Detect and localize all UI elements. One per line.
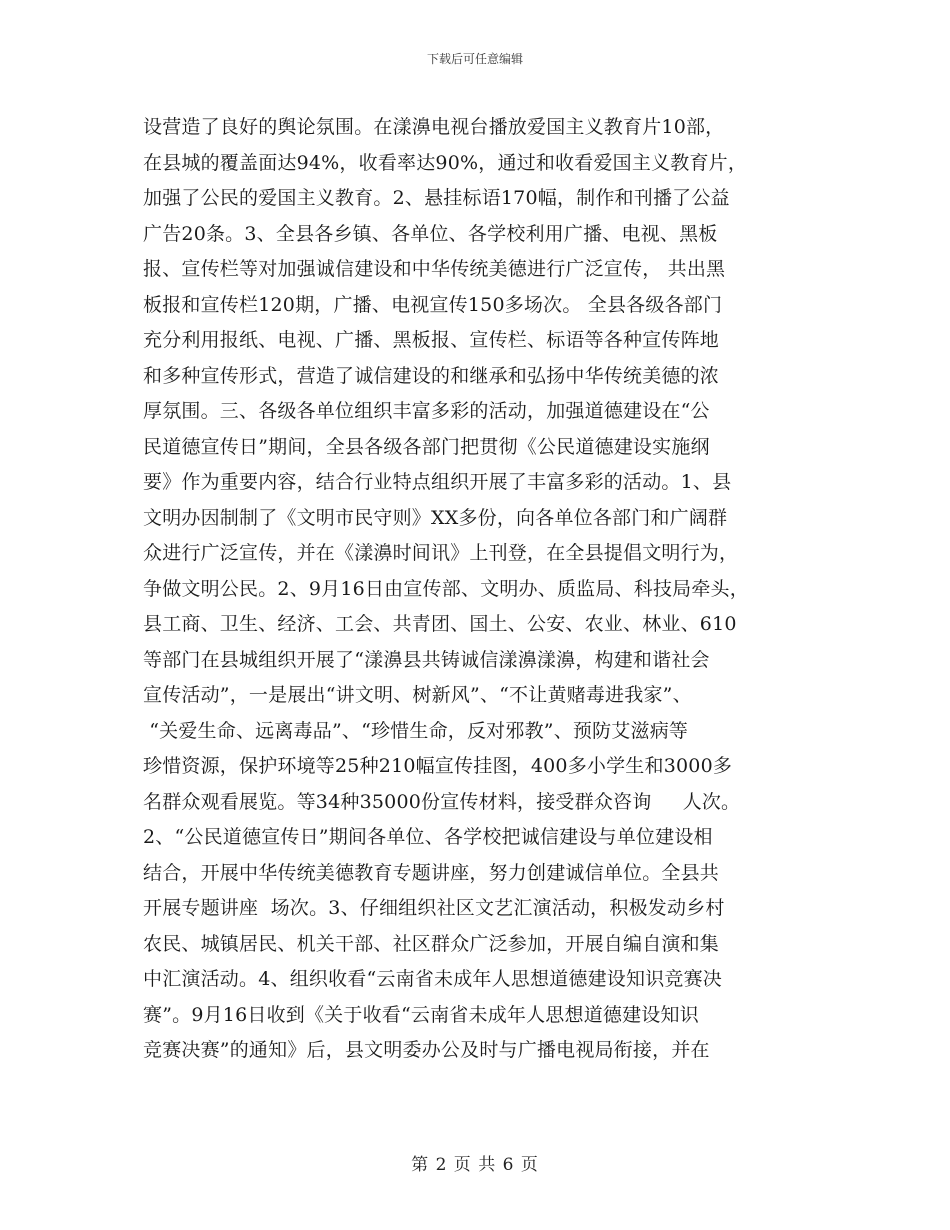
- text-line: 农民、城镇居民、机关干部、社区群众广泛参加，开展自编自演和集: [143, 932, 720, 955]
- text-line: 板报和宣传栏120期，广播、电视宣传150多场次。 全县各级各部门: [143, 293, 723, 316]
- text-line: 报、宣传栏等对加强诚信建设和中华传统美德进行广泛宣传， 共出黑: [143, 258, 726, 280]
- text-line: 要》作为重要内容，结合行业特点组织开展了丰富多彩的活动。1、县: [143, 471, 732, 493]
- text-line: 厚氛围。三、各级各单位组织丰富多彩的活动，加强道德建设在“公: [143, 400, 710, 422]
- text-line: 名群众观看展览。等34种35000份宣传材料，接受群众咨询 人次。: [143, 790, 741, 813]
- text-line: 中汇演活动。4、组织收看“云南省未成年人思想道德建设知识竞赛决: [143, 968, 723, 990]
- page-number-footer: 第 2 页 共 6 页: [411, 1155, 539, 1175]
- text-line: 等部门在县城组织开展了“漾濞县共铸诚信漾濞漾濞，构建和谐社会: [143, 648, 710, 671]
- text-line: 竞赛决赛”的通知》后，县文明委办公及时与广播电视局衔接，并在: [143, 1039, 710, 1061]
- text-line: 文明办因制制了《文明市民守则》XX多份，向各单位各部门和广阔群: [143, 506, 728, 529]
- text-line: 开展专题讲座 场次。3、仔细组织社区文艺汇演活动，积极发动乡村: [143, 897, 725, 919]
- text-line: 宣传活动”，一是展出“讲文明、树新风”、“不让黄赌毒进我家”、: [143, 684, 692, 706]
- text-line: 2、“公民道德宣传日”期间各单位、各学校把诚信建设与单位建设相: [143, 826, 713, 848]
- text-line: “关爱生命、远离毒品”、“珍惜生命，反对邪教”、预防艾滋病等: [143, 719, 689, 742]
- text-line: 广告20条。3、全县各乡镇、各单位、各学校利用广播、电视、黑板: [143, 222, 718, 245]
- body-text: [143, 110, 843, 1069]
- text-line: 众进行广泛宣传，并在《漾濞时间讯》上刊登，在全县提倡文明行为，: [143, 542, 739, 564]
- text-line: 在县城的覆盖面达94%，收看率达90%，通过和收看爱国主义教育片，: [143, 151, 748, 174]
- text-line: 加强了公民的爱国主义教育。2、悬挂标语170幅，制作和刊播了公益: [143, 187, 730, 209]
- text-line: 珍惜资源，保护环境等25种210幅宣传挂图，400多小学生和3000多: [143, 755, 733, 777]
- text-line: 设营造了良好的舆论氛围。在漾濞电视台播放爱国主义教育片10部，: [143, 116, 725, 138]
- text-line: 和多种宣传形式，营造了诚信建设的和继承和弘扬中华传统美德的浓: [143, 364, 720, 387]
- text-line: 争做文明公民。2、9月16日由宣传部、文明办、质监局、科技局牵头，: [143, 577, 749, 600]
- text-line: 民道德宣传日”期间，全县各级各部门把贯彻《公民道德建设实施纲: [143, 435, 710, 458]
- text-line: 赛”。9月16日收到《关于收看“云南省未成年人思想道德建设知识: [143, 1003, 699, 1026]
- page-header: 下载后可任意编辑: [426, 52, 523, 66]
- text-line: 结合，开展中华传统美德教育专题讲座，努力创建诚信单位。全县共: [143, 861, 720, 884]
- text-line: 县工商、卫生、经济、工会、共青团、国土、公安、农业、林业、610: [143, 613, 737, 635]
- text-line: 充分利用报纸、电视、广播、黑板报、宣传栏、标语等各种宣传阵地: [143, 329, 720, 351]
